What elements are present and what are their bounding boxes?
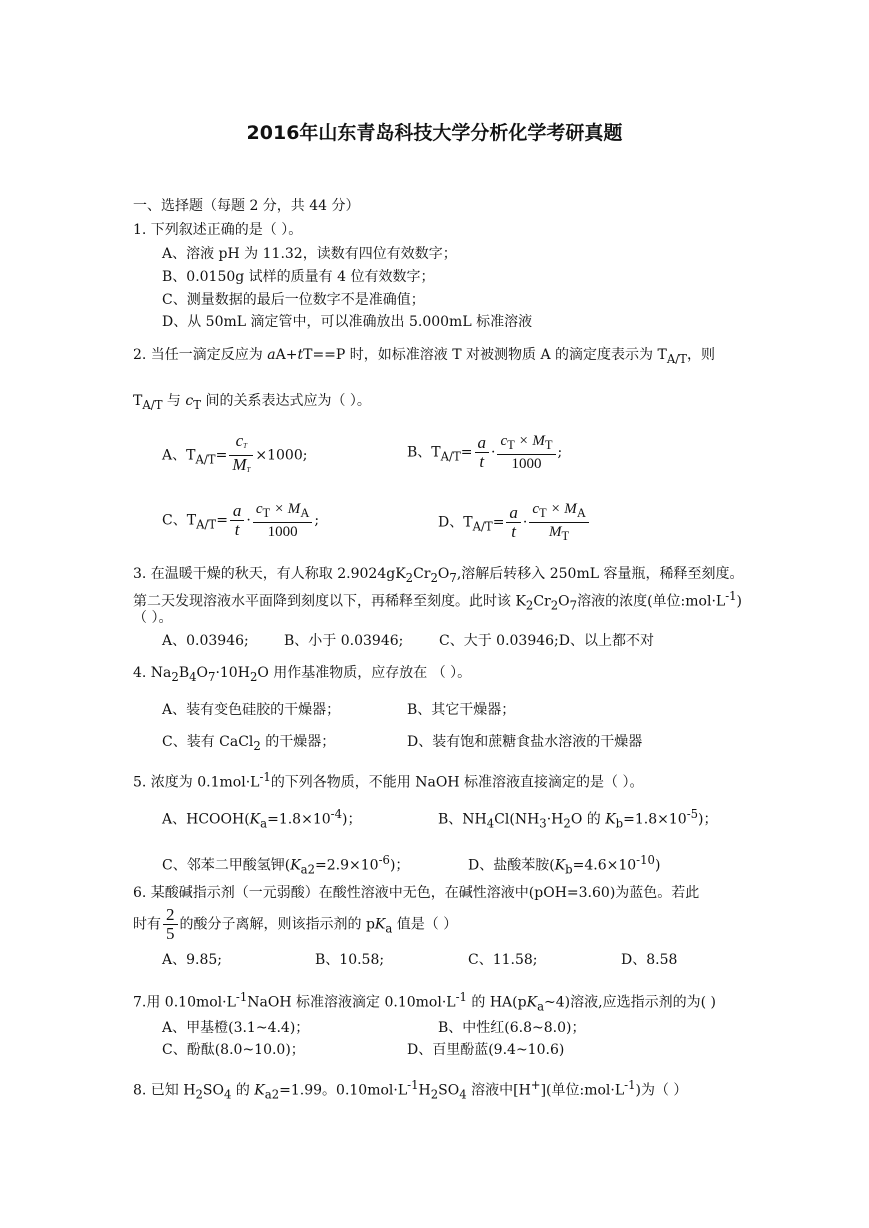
- q5-stem: 5. 浓度为 $0.1mol\cdot L^{-1}$的下列各物质，不能用 NaOH 标准溶液直接滴定的是（ ）。: [133, 770, 644, 791]
- q7-option-c: C、酚酞(8.0~10.0)；: [162, 1042, 305, 1058]
- q3-option-b: B、小于 0.03946;: [284, 633, 404, 649]
- q5-option-a: A、$HCOOH(K_a=1.8\times 10^{-4})$；: [162, 807, 362, 831]
- q1-option-b: B、0.0150g 试样的质量有 4 位有效数字；: [162, 269, 435, 285]
- q4-option-d: D、装有饱和蔗糖食盐水溶液的干燥器: [407, 734, 643, 750]
- q3-stem-line2: 第二天发现溶液水平面降到刻度以下，再稀释至刻度。此时该 $K_2Cr_2O_7$溶液的浓度(单位$:mol\cdot L^{-1}$): [133, 589, 743, 613]
- q4-stem: 4. $Na_2B_4O_7\cdot 10H_2O$ 用作基准物质，应存放在 （ ）。: [133, 665, 472, 684]
- q7-option-b: B、中性红(6.8~8.0)；: [438, 1020, 586, 1036]
- q5-option-d: D、盐酸苯胺$(K_b=4.6\times 10^{-10})$: [468, 853, 661, 877]
- q2-stem-line2: $T_{A/T}$ 与 $c_T$ 间的关系表达式应为（ ）。: [133, 393, 371, 412]
- q8-stem: 8. 已知 $H_2SO_4$ 的 $K_{a2}=1.99$。$0.10mol\cdot L^{-1}H_2SO_4$ 溶液中[H+](单位$:mol\cdot L^{-1}$)为（ ）: [133, 1078, 688, 1102]
- q6-option-d: D、8.58: [621, 952, 678, 968]
- q3-stem-line1: 3. 在温暖干燥的秋天，有人称取 $2.9024gK_2Cr_2O_7$,溶解后转移入 250mL 容量瓶，稀释至刻度。: [133, 566, 744, 585]
- q1-option-a: A、溶液 pH 为 11.32，读数有四位有效数字；: [162, 246, 457, 262]
- q6-stem-line1: 6. 某酸碱指示剂（一元弱酸）在酸性溶液中无色，在碱性溶液中(pOH=3.60)为蓝色。若此: [133, 885, 700, 901]
- q1-option-d: D、从 50mL 滴定管中，可以准确放出 5.000mL 标准溶液: [162, 314, 533, 330]
- q6-option-c: C、11.58;: [468, 952, 538, 968]
- q6-option-b: B、10.58;: [315, 952, 385, 968]
- q6-option-a: A、9.85;: [162, 952, 222, 968]
- q1-stem: 1. 下列叙述正确的是（ ）。: [133, 222, 303, 238]
- q7-option-a: A、甲基橙(3.1~4.4)；: [162, 1020, 310, 1036]
- page-title: 2016年山东青岛科技大学分析化学考研真题: [246, 122, 623, 144]
- q4-option-b: B、其它干燥器；: [407, 702, 516, 718]
- q7-option-d: D、百里酚蓝(9.4~10.6): [407, 1042, 565, 1058]
- q3-stem-line3: （ ）。: [133, 610, 173, 626]
- q2-stem-line1: 2. 当任一滴定反应为 aA+tT==P 时，如标准溶液 T 对被测物质 A 的滴定度表示为 $T_{A/T}$，则: [133, 347, 715, 366]
- q5-option-b: B、$NH_4Cl(NH_3\cdot H_2O$ 的 $K_b=1.8\times 10^{-5}$)；: [438, 807, 718, 831]
- q4-option-c: C、装有 CaCl$_2$ 的干燥器；: [162, 734, 336, 753]
- q1-option-c: C、测量数据的最后一位数字不是准确值；: [162, 292, 425, 308]
- q2-option-b: B、$T_{A/T}=$ $\frac{a}{t}$ · $\frac{c_T \times M_T}{1000}$ ;: [407, 433, 563, 472]
- q3-option-a: A、0.03946;: [162, 633, 249, 649]
- q5-option-c: C、邻苯二甲酸氢钾$(K_{a2}=2.9\times 10^{-6})$；: [162, 853, 410, 877]
- q2-option-c: C、$T_{A/T}=$ $\frac{a}{t}$ · $\frac{c_T \times M_A}{1000}$ ;: [162, 501, 320, 540]
- q2-option-d: D、$T_{A/T}=$ $\frac{a}{t}$ · $\frac{c_T \times M_A}{M_T}$: [438, 500, 591, 545]
- q4-option-a: A、装有变色硅胶的干燥器；: [162, 702, 341, 718]
- q7-stem: 7.用 $0.10mol\cdot L^{-1}NaOH$ 标准溶液滴定 $0.10mol\cdot L^{-1}$ 的 $HA(pK_a\sim 4)$溶液,应选指示剂的为( ): [133, 990, 716, 1014]
- section-heading: 一、选择题（每题 2 分，共 44 分）: [133, 198, 360, 214]
- q2-option-a: A、$T_{A/T}=$ $\frac{cT}{MT}$ ×1000;: [162, 431, 308, 474]
- q3-option-cd: C、大于 0.03946;D、以上都不对: [439, 633, 654, 649]
- q6-stem-line2: 时有 $\frac{2}{5}$ 的酸分子离解，则该指示剂的 $pK_a$ 值是（ ）: [133, 905, 458, 943]
